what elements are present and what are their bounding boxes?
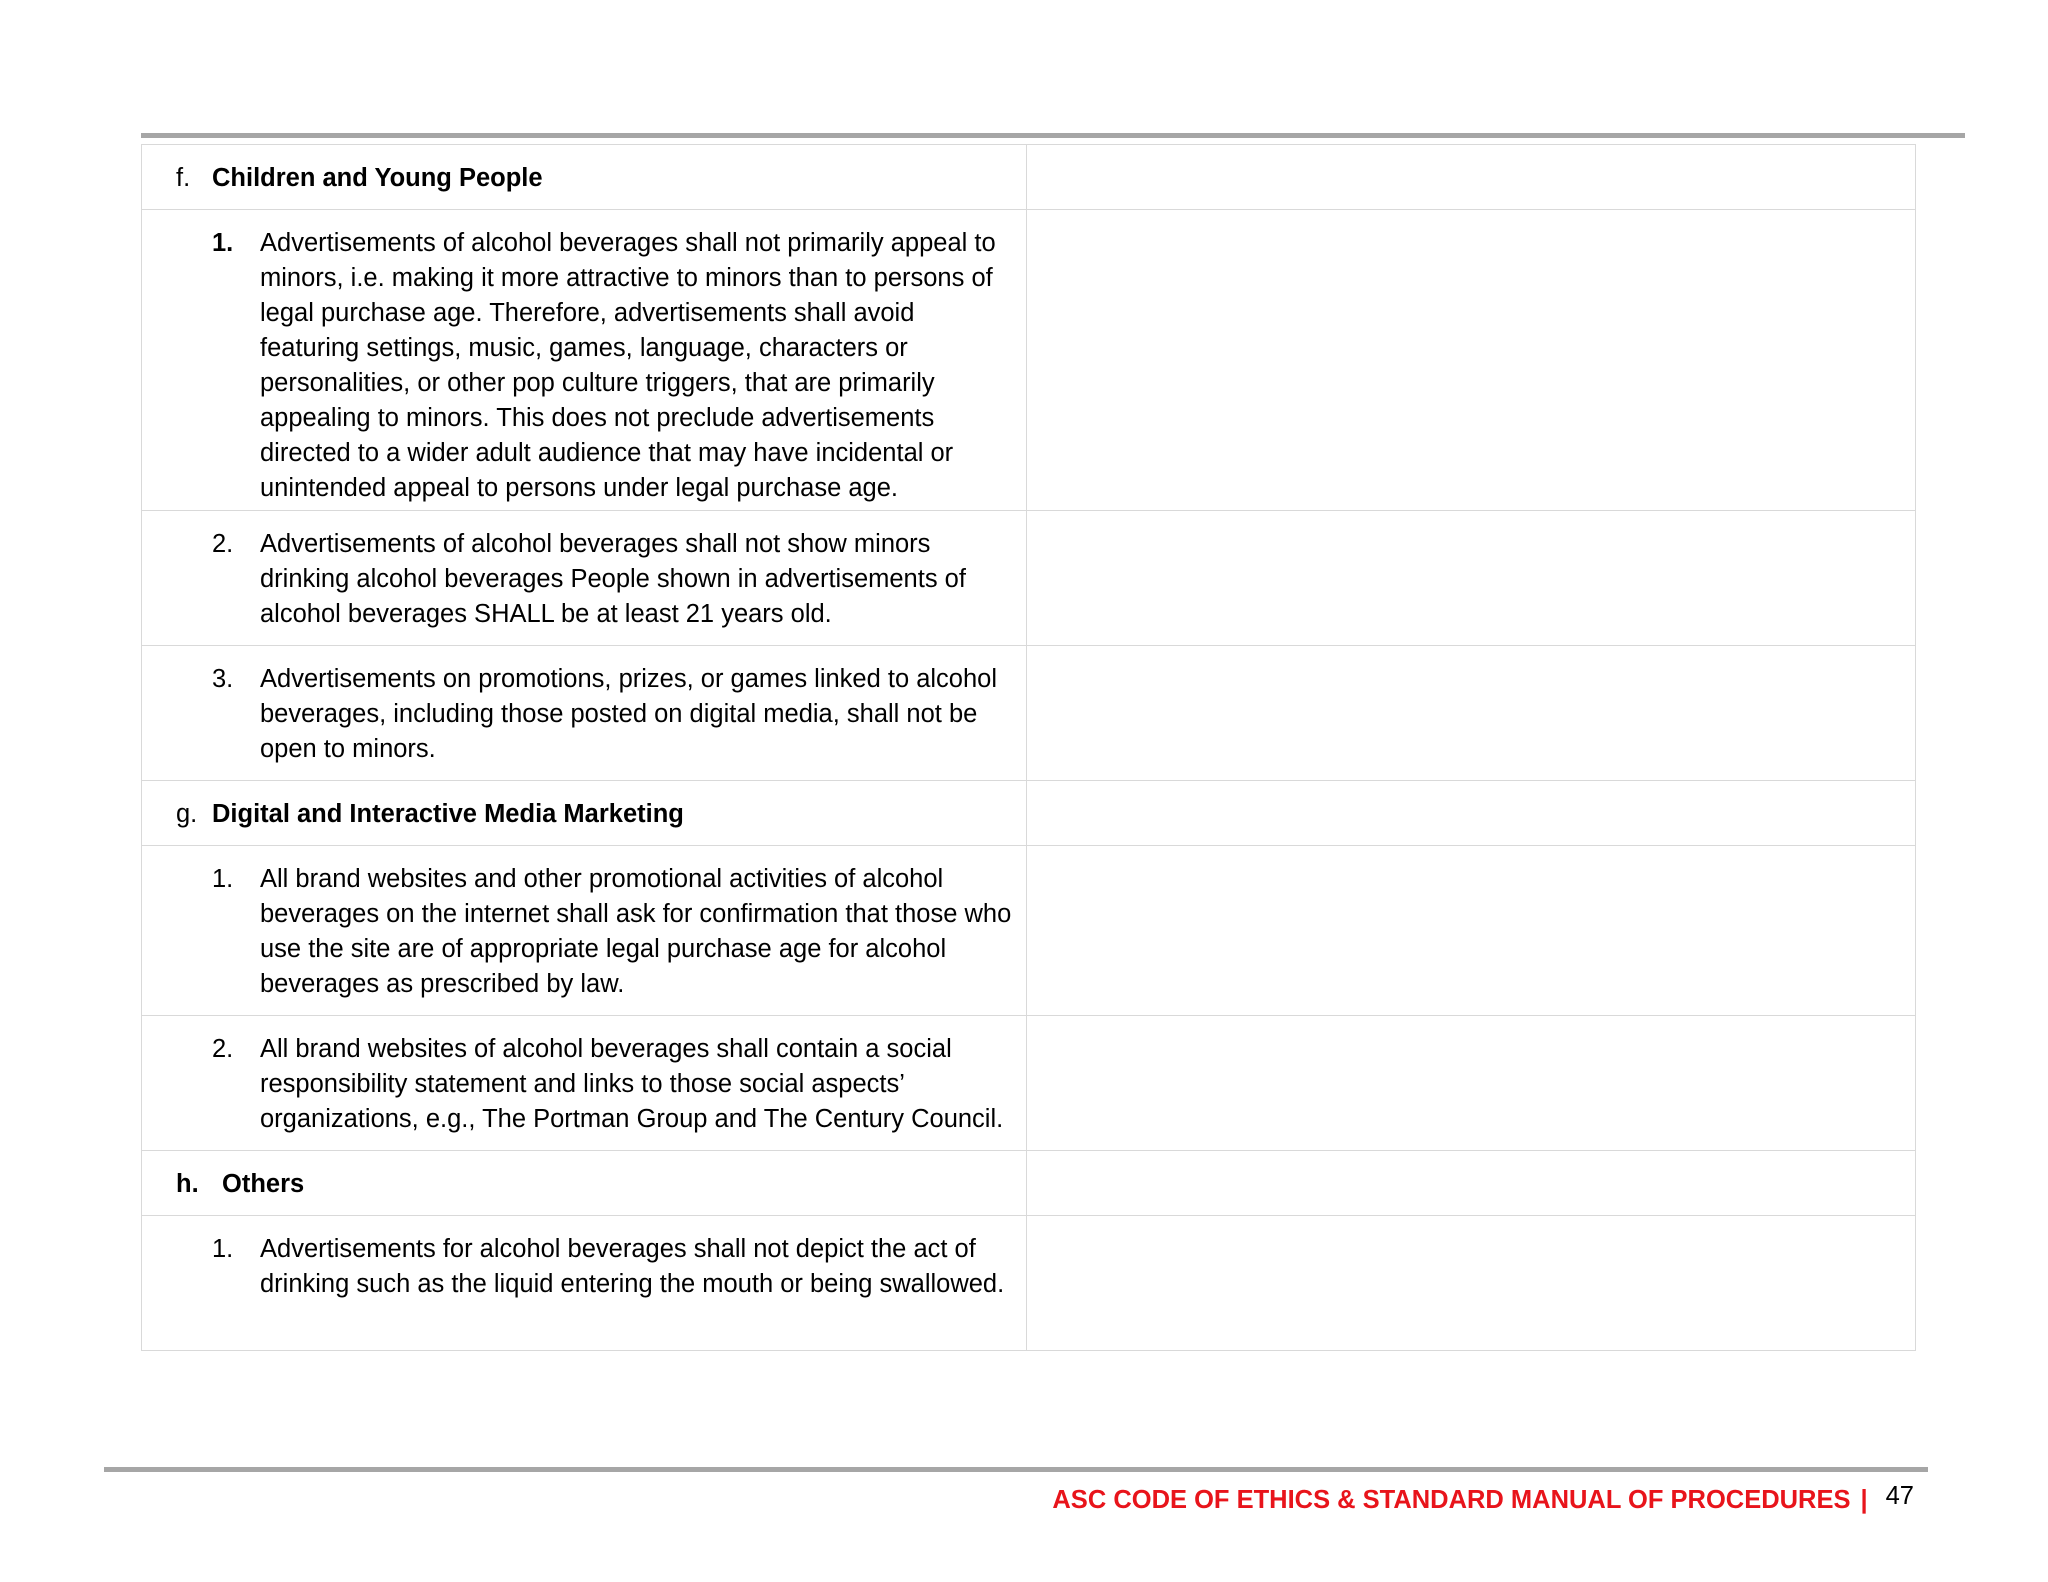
item-text: Advertisements of alcohol beverages shall not show minors drinking alcohol beverages People shown in advertisements of alcohol beverages SHALL be at least 21 years old. (260, 530, 966, 628)
section-letter: h. (176, 1170, 199, 1198)
section-heading-row (142, 781, 1916, 846)
item-cell (142, 511, 1027, 646)
table-row (142, 1016, 1916, 1151)
section-heading-cell (142, 1151, 1027, 1216)
section-heading-cell (142, 145, 1027, 210)
table-row (142, 1216, 1916, 1351)
notes-cell (1027, 1216, 1916, 1351)
item-text: Advertisements of alcohol beverages shall not primarily appeal to minors, i.e. making it more attractive to minors than to persons of legal purchase age. Therefore, advertisements shall avoid featuring settings, music, games, language, characters or personalities, or other pop culture triggers, that are primarily appealing to minors. This does not preclude advertisements directed to a wider adult audience that may have incidental or unintended appeal to persons under legal purchase age. (260, 229, 996, 502)
item-number: 3. (212, 665, 234, 693)
item-number: 1. (212, 865, 234, 893)
table-row (142, 846, 1916, 1016)
item-number: 1. (212, 1235, 234, 1263)
guidelines-table (141, 144, 1916, 1351)
table-row (142, 511, 1916, 646)
footer-title: ASC CODE OF ETHICS & STANDARD MANUAL OF PROCEDURES (1052, 1486, 1851, 1514)
item-text: Advertisements for alcohol beverages shall not depict the act of drinking such as the liquid entering the mouth or being swallowed. (260, 1235, 1005, 1298)
page-number: 47 (1885, 1482, 1914, 1510)
item-text: All brand websites of alcohol beverages shall contain a social responsibility statement and links to those social aspects’ organizations, e.g., The Portman Group and The Century Council. (260, 1035, 1004, 1133)
notes-cell (1027, 1151, 1916, 1216)
item-cell (142, 1216, 1027, 1351)
section-letter: f. (176, 164, 191, 192)
notes-cell (1027, 145, 1916, 210)
section-title: Children and Young People (212, 164, 543, 192)
item-text: All brand websites and other promotional activities of alcohol beverages on the internet shall ask for confirmation that those who use the site are of appropriate legal purchase age for alcohol beverages as prescribed by law. (260, 865, 1012, 998)
table-row (142, 646, 1916, 781)
item-cell (142, 1016, 1027, 1151)
item-number: 2. (212, 530, 234, 558)
section-heading-row (142, 1151, 1916, 1216)
item-cell (142, 846, 1027, 1016)
notes-cell (1027, 846, 1916, 1016)
notes-cell (1027, 1016, 1916, 1151)
section-heading-cell (142, 781, 1027, 846)
item-cell (142, 646, 1027, 781)
item-text: Advertisements on promotions, prizes, or games linked to alcohol beverages, including those posted on digital media, shall not be open to minors. (260, 665, 998, 763)
footer-separator: | (1860, 1486, 1868, 1514)
footer-rule (104, 1467, 1928, 1472)
section-title: Digital and Interactive Media Marketing (212, 800, 684, 828)
section-title: Others (222, 1170, 305, 1198)
item-number: 1. (212, 229, 234, 257)
item-number: 2. (212, 1035, 234, 1063)
notes-cell (1027, 511, 1916, 646)
notes-cell (1027, 210, 1916, 511)
notes-cell (1027, 781, 1916, 846)
section-heading-row (142, 145, 1916, 210)
header-rule (141, 133, 1965, 138)
item-cell (142, 210, 1027, 511)
table-row (142, 210, 1916, 511)
notes-cell (1027, 646, 1916, 781)
page-footer (1052, 1478, 1914, 1518)
section-letter: g. (176, 800, 198, 828)
